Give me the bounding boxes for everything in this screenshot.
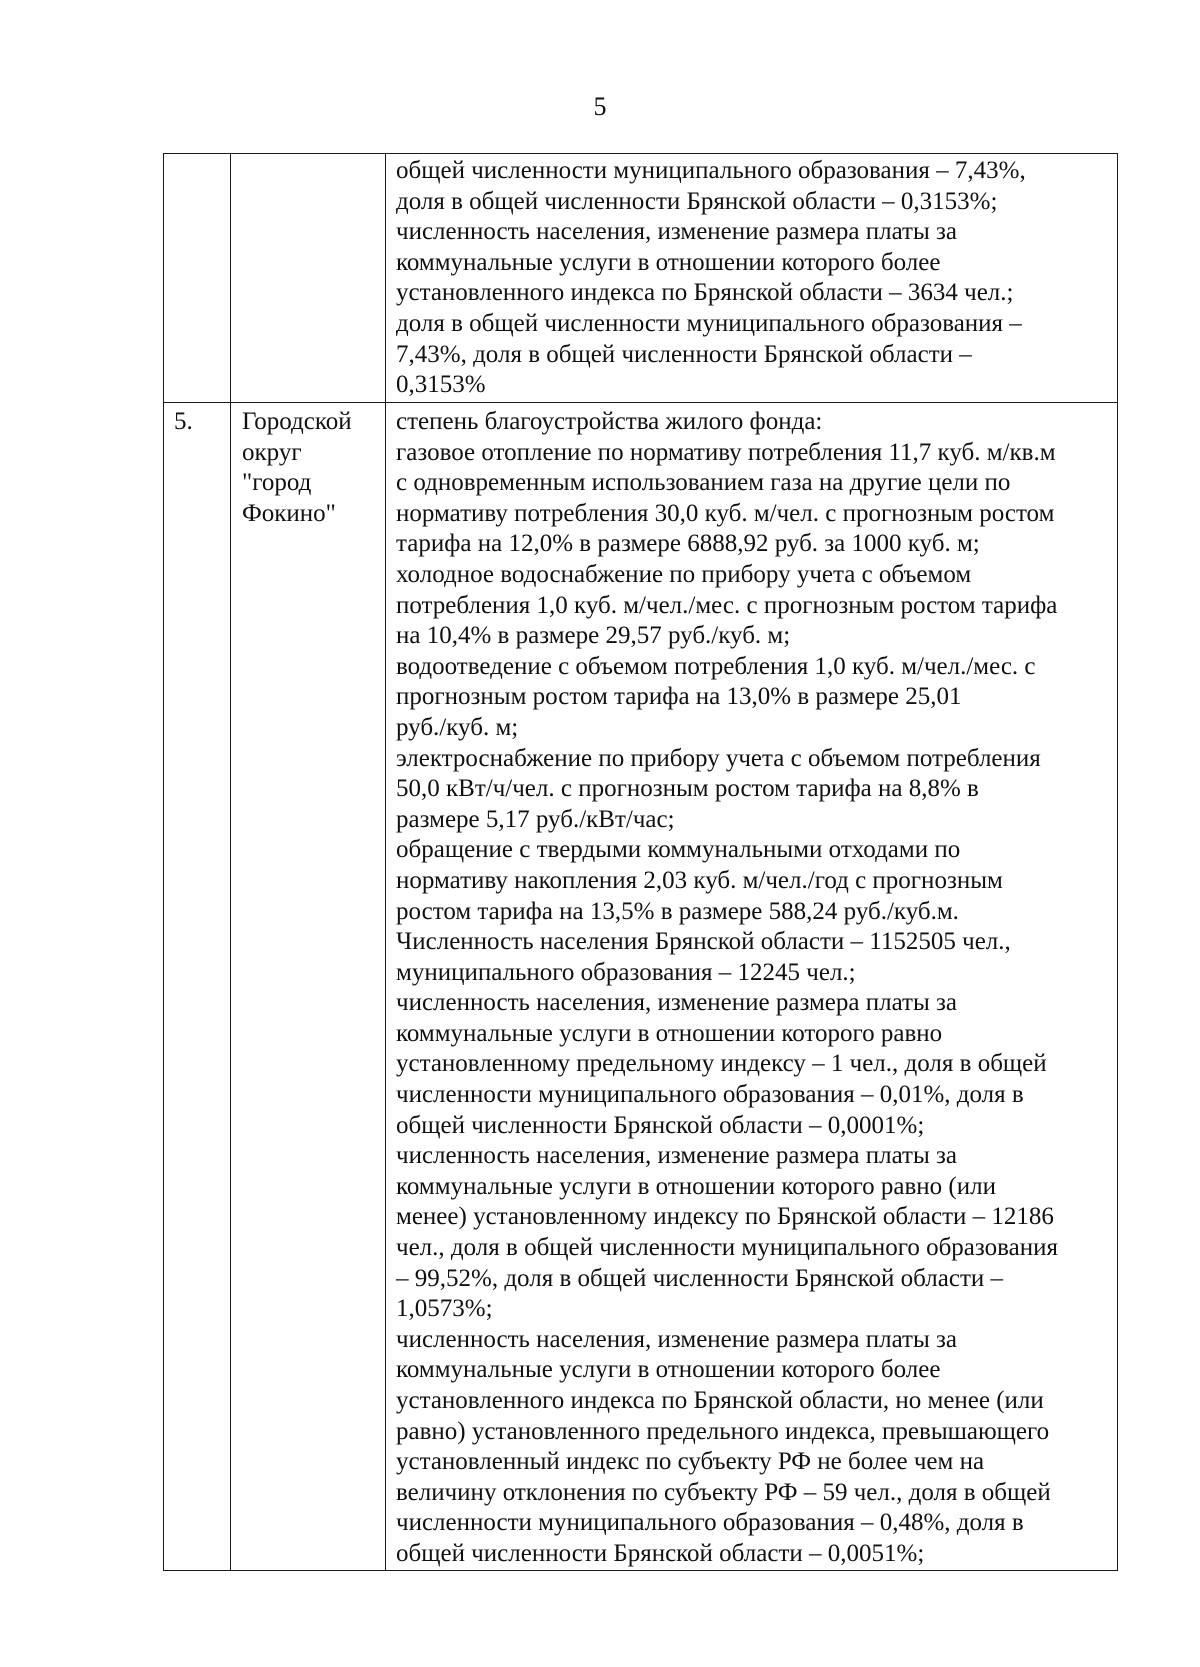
text-line: менее) установленному индексу по Брянской области – 12186 xyxy=(396,1203,1054,1231)
text-line: величину отклонения по субъекту РФ – 59 чел., доля в общей xyxy=(396,1478,1051,1506)
text-line: доля в общей численности муниципального образования – xyxy=(396,309,1022,337)
text-line: "город xyxy=(242,469,312,497)
row-number-cell: 5. xyxy=(164,403,231,1571)
text-line: численность населения, изменение размера платы за xyxy=(396,989,957,1017)
row-content-cell xyxy=(386,403,1118,1571)
text-line: 1,0573%; xyxy=(396,1295,493,1323)
table-row xyxy=(164,154,1118,403)
text-line: с одновременным использованием газа на другие цели по xyxy=(396,469,1011,497)
text-line: общей численности Брянской области – 0,0001%; xyxy=(396,1111,925,1139)
text-line: коммунальные услуги в отношении которого равно xyxy=(396,1019,943,1047)
text-line: потребления 1,0 куб. м/чел./мес. с прогнозным ростом тарифа xyxy=(396,591,1058,619)
text-line: ростом тарифа на 13,5% в размере 588,24 руб./куб.м. xyxy=(396,897,959,925)
text-line: установленного индекса по Брянской области – 3634 чел.; xyxy=(396,279,1014,307)
text-line: округ xyxy=(242,438,302,466)
text-line: чел., доля в общей численности муниципального образования xyxy=(396,1234,1058,1262)
text-line: нормативу накопления 2,03 куб. м/чел./год с прогнозным xyxy=(396,866,1003,894)
text-line: численности муниципального образования – 0,01%, доля в xyxy=(396,1081,1024,1109)
text-line: водоотведение с объемом потребления 1,0 куб. м/чел./мес. с xyxy=(396,652,1036,680)
text-line: нормативу потребления 30,0 куб. м/чел. с прогнозным ростом xyxy=(396,499,1055,527)
text-line: установленного индекса по Брянской области, но менее (или xyxy=(396,1387,1044,1414)
municipality-table xyxy=(163,153,1118,1571)
text-line: на 10,4% в размере 29,57 руб./куб. м; xyxy=(396,622,791,650)
text-line: 0,3153% xyxy=(396,371,486,399)
text-line: прогнозным ростом тарифа на 13,0% в размере 25,01 xyxy=(396,683,962,711)
municipality-name-cell xyxy=(231,403,386,1571)
text-line: муниципального образования – 12245 чел.; xyxy=(396,958,856,986)
text-line: общей численности Брянской области – 0,0051%; xyxy=(396,1539,925,1567)
text-line: обращение с твердыми коммунальными отходами по xyxy=(396,836,961,864)
text-line: численность населения, изменение размера платы за xyxy=(396,218,957,246)
text-line: тарифа на 12,0% в размере 6888,92 руб. за 1000 куб. м; xyxy=(396,530,980,558)
text-line: коммунальные услуги в отношении которого равно (или xyxy=(396,1172,996,1200)
municipality-name-cell xyxy=(231,154,386,403)
text-line: 7,43%, доля в общей численности Брянской области – xyxy=(396,340,972,368)
text-line: численность населения, изменение размера платы за xyxy=(396,1142,957,1170)
text-line: Численность населения Брянской области – 1152505 чел., xyxy=(396,928,1011,956)
text-line: Городской xyxy=(242,408,352,435)
table-row xyxy=(164,403,1118,1571)
text-line: коммунальные услуги в отношении которого более xyxy=(396,248,941,276)
text-line: степень благоустройства жилого фонда: xyxy=(396,408,823,435)
text-line: руб./куб. м; xyxy=(396,713,519,741)
text-line: холодное водоснабжение по прибору учета с объемом xyxy=(396,560,972,588)
text-line: установленному предельному индексу – 1 чел., доля в общей xyxy=(396,1050,1047,1078)
text-line: коммунальные услуги в отношении которого более xyxy=(396,1356,941,1384)
text-line: общей численности муниципального образования – 7,43%, xyxy=(396,157,1026,184)
text-line: размере 5,17 руб./кВт/час; xyxy=(396,805,675,833)
page-number: 5 xyxy=(593,92,607,121)
row-number-cell xyxy=(164,154,231,403)
text-line: электроснабжение по прибору учета с объемом потребления xyxy=(396,744,1041,772)
text-line: 50,0 кВт/ч/чел. с прогнозным ростом тарифа на 8,8% в xyxy=(396,775,979,803)
text-line: установленный индекс по субъекту РФ не более чем на xyxy=(396,1448,985,1476)
text-line: газовое отопление по нормативу потребления 11,7 куб. м/кв.м xyxy=(396,438,1056,466)
row-content-cell xyxy=(386,154,1118,403)
text-line: доля в общей численности Брянской области – 0,3153%; xyxy=(396,187,998,215)
text-line: численность населения, изменение размера платы за xyxy=(396,1325,957,1353)
text-line: численности муниципального образования – 0,48%, доля в xyxy=(396,1509,1024,1537)
text-line: Фокино" xyxy=(242,499,336,527)
text-line: – 99,52%, доля в общей численности Брянской области – xyxy=(396,1264,1003,1292)
text-line: равно) установленного предельного индекса, превышающего xyxy=(396,1417,1050,1445)
